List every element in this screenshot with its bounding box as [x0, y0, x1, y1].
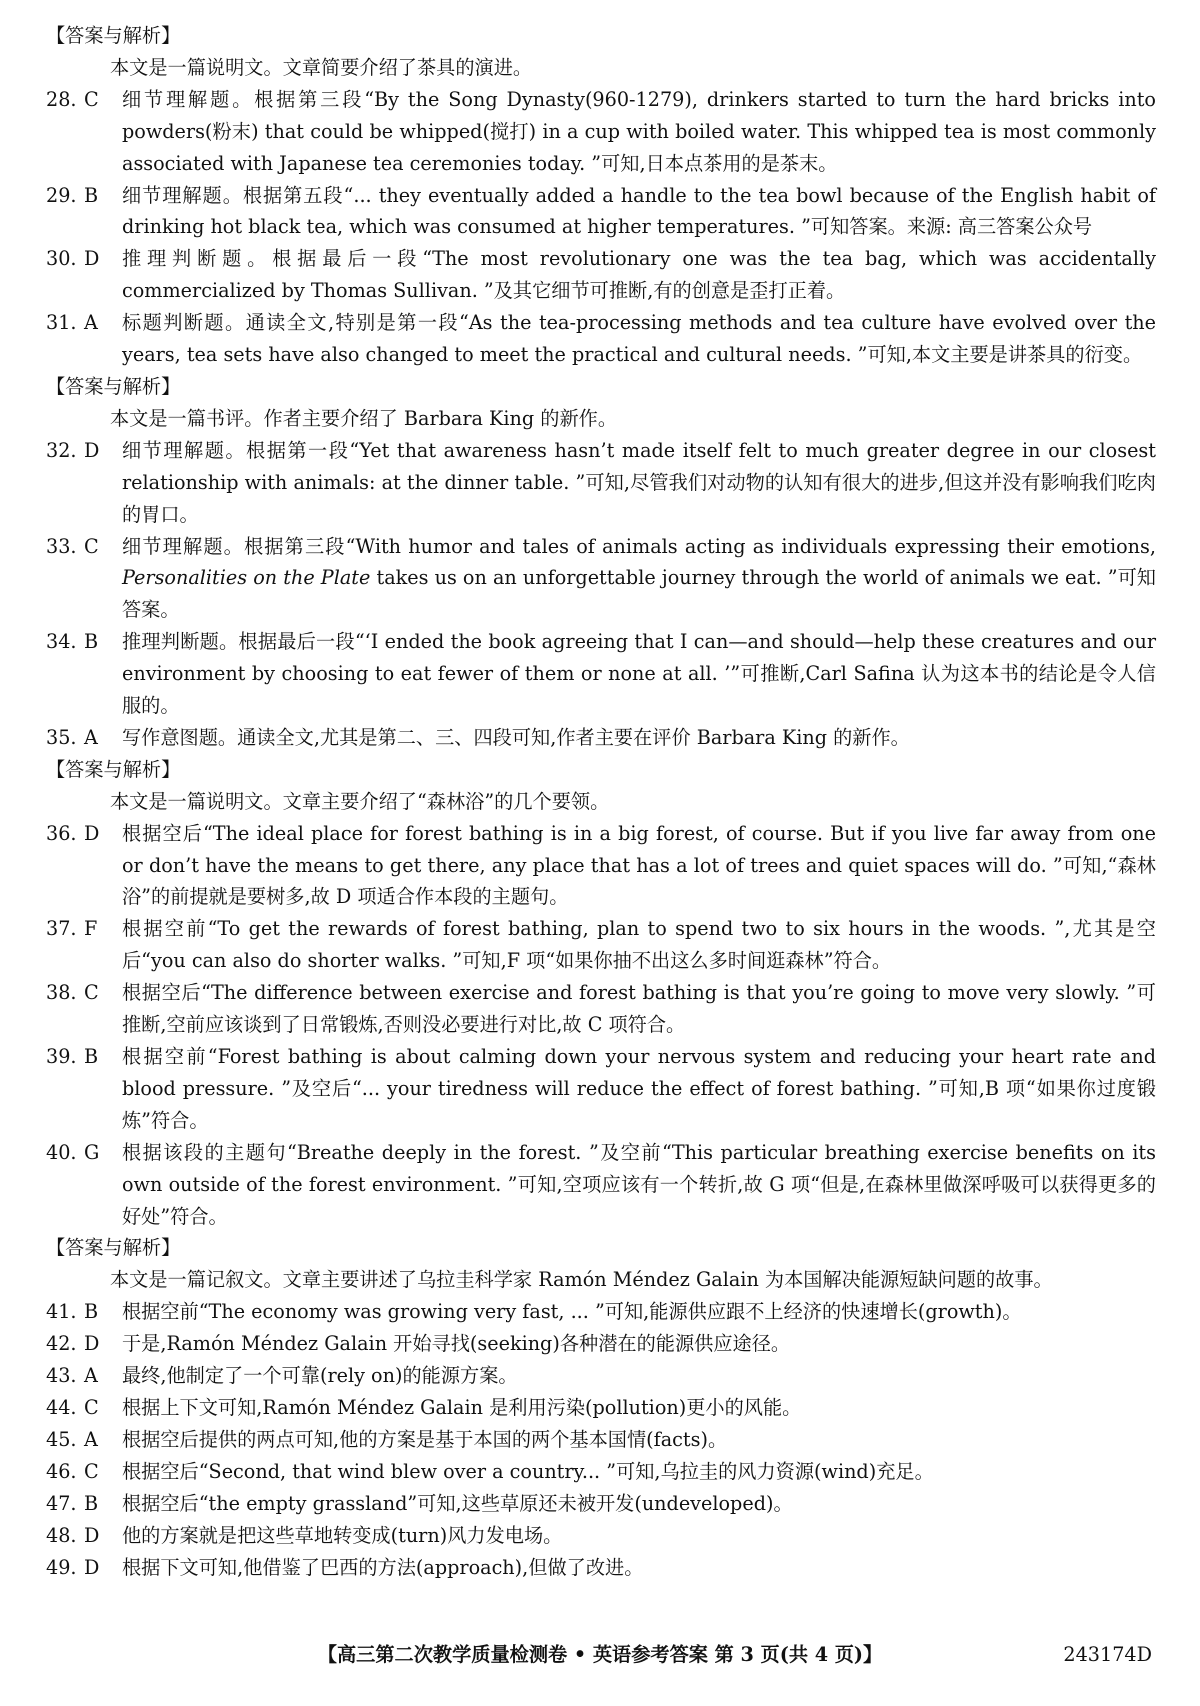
- answer-letter: A: [84, 725, 98, 749]
- explanation-text-before: 细节理解题。根据第三段“With humor and tales of animals acting as individuals expressing their emotions,: [122, 534, 1156, 558]
- answer-letter: F: [84, 917, 98, 941]
- answer-explanation: 写作意图题。通读全文,尤其是第二、三、四段可知,作者主要在评价 Barbara King 的新作。: [122, 725, 910, 749]
- answer-letter: D: [84, 1332, 100, 1356]
- answer-letter: C: [84, 1459, 99, 1483]
- question-number: 37.: [46, 917, 77, 941]
- answer-item: [46, 1041, 1156, 1137]
- answer-item: [46, 818, 1156, 914]
- question-number: 45.: [46, 1427, 77, 1451]
- answer-letter: A: [84, 1427, 98, 1451]
- book-title-italic: Personalities on the Plate: [122, 566, 371, 590]
- explanation-text-after: takes us on an unforgettable journey through the world of animals we eat. ”可知答案。: [122, 566, 1156, 622]
- question-number: 39.: [46, 1045, 77, 1068]
- answer-item: [46, 243, 1156, 307]
- answer-letter: B: [84, 1300, 99, 1324]
- answer-explanation: 根据下文可知,他借鉴了巴西的方法(approach),但做了改进。: [122, 1555, 644, 1579]
- question-number: 38.: [46, 981, 77, 1005]
- answer-explanation: 根据上下文可知,Ramón Méndez Galain 是利用污染(pollution)更小的风能。: [122, 1395, 802, 1419]
- answer-item: [46, 1456, 1156, 1488]
- answer-item: [46, 531, 1156, 627]
- answer-explanation: 根据该段的主题句“Breathe deeply in the forest. ”及空前“This particular breathing exercise benefits on its own outside of the forest environment. ”可知,空项应该有一个转折,故 G 项“但是,在森林里做深呼吸可以获得更多的好处”符合。: [122, 1140, 1156, 1228]
- answer-item: [46, 1488, 1156, 1520]
- answer-explanation: 推理判断题。根据最后一段“The most revolutionary one was the tea bag, which was accidentally commercialized by Thomas Sullivan. ”及其它细节可推断,有的创意是歪打正着。: [122, 247, 1156, 303]
- question-number: 44.: [46, 1395, 77, 1419]
- question-number: 33.: [46, 534, 77, 558]
- footer-code: 243174D: [1063, 1643, 1152, 1666]
- answer-letter: B: [84, 183, 99, 207]
- answer-item: [46, 1360, 1156, 1392]
- question-number: 43.: [46, 1364, 77, 1388]
- answer-item: [46, 1424, 1156, 1456]
- question-number: 40.: [46, 1140, 77, 1164]
- section-summary: 本文是一篇书评。作者主要介绍了 Barbara King 的新作。: [110, 406, 618, 430]
- answer-item: [46, 180, 1156, 244]
- answer-item: [46, 1328, 1156, 1360]
- answer-letter: C: [84, 1395, 99, 1419]
- answer-item: [46, 1520, 1156, 1552]
- question-number: 48.: [46, 1523, 77, 1547]
- answer-item: [46, 84, 1156, 180]
- answer-item: [46, 1392, 1156, 1424]
- section-summary: 本文是一篇记叙文。文章主要讲述了乌拉圭科学家 Ramón Méndez Galain 为本国解决能源短缺问题的故事。: [110, 1268, 1053, 1292]
- answer-explanation: 最终,他制定了一个可靠(rely on)的能源方案。: [122, 1364, 518, 1388]
- answer-item: [46, 1552, 1156, 1584]
- answer-key-content: [46, 20, 1156, 1583]
- question-number: 42.: [46, 1332, 77, 1356]
- answer-explanation: 根据空后“The difference between exercise and forest bathing is that you’re going to move very slowly. ”可推断,空前应该谈到了日常锻炼,否则没必要进行对比,故 C 项符合。: [122, 981, 1156, 1037]
- answer-explanation: 细节理解题。根据第三段“By the Song Dynasty(960-1279), drinkers started to turn the hard bricks into powders(粉末) that could be whipped(搅打) in a cup with boiled water. This whipped tea is most commonly associated with Japanese tea ceremonies today. ”可知,日本点茶用的是茶末。: [122, 87, 1156, 175]
- answer-item: [46, 626, 1156, 722]
- answer-letter: C: [84, 87, 99, 111]
- answer-explanation: 标题判断题。通读全文,特别是第一段“As the tea-processing methods and tea culture have evolved over the years, tea sets have also changed to meet the practical and cultural needs. ”可知,本文主要是讲茶具的衍变。: [122, 311, 1156, 367]
- answer-letter: D: [84, 1555, 100, 1579]
- question-number: 47.: [46, 1491, 77, 1515]
- answer-item: [46, 435, 1156, 531]
- answer-letter: B: [84, 1491, 99, 1515]
- question-number: 36.: [46, 821, 77, 845]
- question-number: 46.: [46, 1459, 77, 1483]
- answer-explanation: [122, 531, 1156, 627]
- question-number: 28.: [46, 87, 77, 111]
- section-heading: 【答案与解析】: [46, 1236, 181, 1260]
- footer-title: 【高三第二次教学质量检测卷 • 英语参考答案 第 3 页(共 4 页)】: [317, 1643, 883, 1666]
- answer-item: [46, 307, 1156, 371]
- answer-letter: G: [84, 1140, 100, 1164]
- section-summary: 本文是一篇说明文。文章简要介绍了茶具的演进。: [110, 55, 533, 79]
- answer-letter: C: [84, 981, 99, 1005]
- section-heading: 【答案与解析】: [46, 374, 181, 398]
- answer-letter: A: [84, 311, 98, 335]
- answer-explanation: 根据空前“The economy was growing very fast, ... ”可知,能源供应跟不上经济的快速增长(growth)。: [122, 1300, 1022, 1324]
- answer-item: [46, 1296, 1156, 1328]
- answer-letter: D: [84, 438, 100, 462]
- answer-letter: C: [84, 534, 99, 558]
- answer-explanation: 根据空前“To get the rewards of forest bathing, plan to spend two to six hours in the woods. ”,尤其是空后“you can also do shorter walks. ”可知,F 项“如果你抽不出这么多时间逛森林”符合。: [122, 917, 1156, 973]
- answer-letter: D: [84, 1523, 100, 1547]
- question-number: 31.: [46, 311, 77, 335]
- question-number: 29.: [46, 183, 77, 207]
- answer-explanation: 根据空后“Second, that wind blew over a country... ”可知,乌拉圭的风力资源(wind)充足。: [122, 1459, 934, 1483]
- answer-item: [46, 722, 1156, 754]
- answer-explanation: 细节理解题。根据第一段“Yet that awareness hasn’t made itself felt to much greater degree in our closest relationship with animals: at the dinner table. ”可知,尽管我们对动物的认知有很大的进步,但这并没有影响我们吃肉的胃口。: [122, 438, 1156, 526]
- answer-explanation: 根据空后“The ideal place for forest bathing is in a big forest, of course. But if you live far away from one or don’t have the means to get there, any place that has a lot of trees and quiet spaces will do. ”可知,“森林浴”的前提就是要树多,故 D 项适合作本段的主题句。: [122, 821, 1156, 909]
- question-number: 30.: [46, 247, 77, 271]
- answer-explanation: 于是,Ramón Méndez Galain 开始寻找(seeking)各种潜在的能源供应途径。: [122, 1332, 791, 1356]
- question-number: 41.: [46, 1300, 77, 1324]
- answer-explanation: 根据空前“Forest bathing is about calming down your nervous system and reducing your heart rate and blood pressure. ”及空后“... your tiredness will reduce the effect of forest bathing. ”可知,B 项“如果你过度锻炼”符合。: [122, 1045, 1156, 1132]
- answer-letter: B: [84, 1045, 99, 1068]
- answer-letter: A: [84, 1364, 98, 1388]
- section-summary: 本文是一篇说明文。文章主要介绍了“森林浴”的几个要领。: [110, 789, 610, 813]
- question-number: 32.: [46, 438, 77, 462]
- question-number: 35.: [46, 725, 77, 749]
- answer-letter: D: [84, 821, 100, 845]
- question-number: 34.: [46, 630, 77, 654]
- answer-item: [46, 1137, 1156, 1233]
- answer-letter: B: [84, 630, 99, 654]
- question-number: 49.: [46, 1555, 77, 1579]
- answer-item: [46, 977, 1156, 1041]
- answer-explanation: 他的方案就是把这些草地转变成(turn)风力发电场。: [122, 1523, 563, 1547]
- answer-letter: D: [84, 247, 100, 271]
- answer-item: [46, 913, 1156, 977]
- answer-explanation: 细节理解题。根据第五段“... they eventually added a handle to the tea bowl because of the English habit of drinking hot black tea, which was consumed at higher temperatures. ”可知答案。来源: 高三答案公众号: [122, 183, 1156, 239]
- section-heading: 【答案与解析】: [46, 24, 181, 47]
- answer-explanation: 根据空后提供的两点可知,他的方案是基于本国的两个基本国情(facts)。: [122, 1427, 728, 1451]
- answer-explanation: 根据空后“the empty grassland”可知,这些草原还未被开发(undeveloped)。: [122, 1491, 793, 1515]
- section-heading: 【答案与解析】: [46, 757, 181, 781]
- answer-explanation: 推理判断题。根据最后一段“‘I ended the book agreeing that I can—and should—help these creatures and our environment by choosing to eat fewer of them or none at all. ’”可推断,Carl Safina 认为这本书的结论是令人信服的。: [122, 630, 1156, 718]
